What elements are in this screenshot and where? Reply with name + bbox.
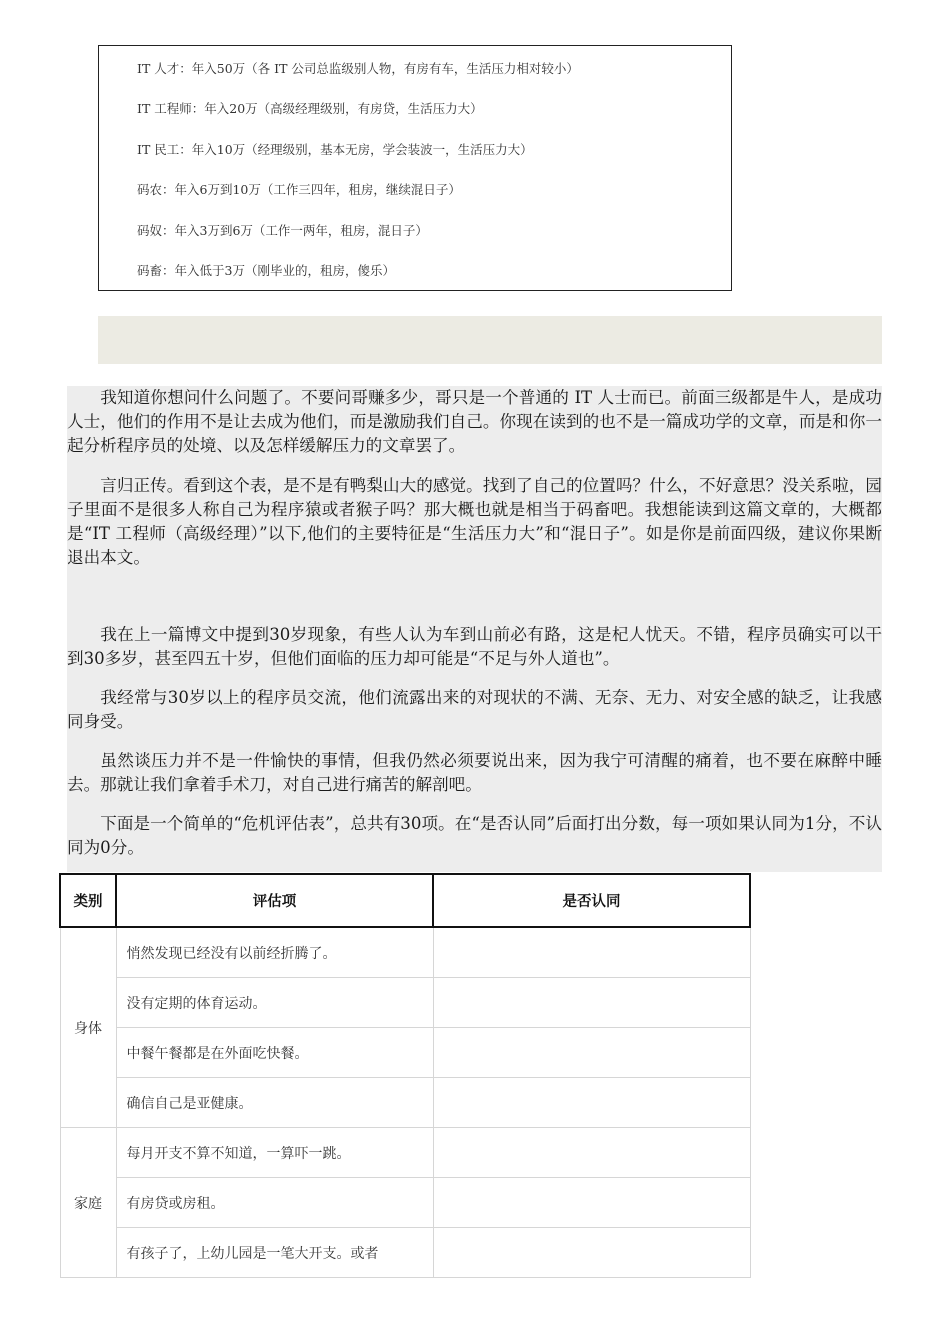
category-cell: 家庭 xyxy=(60,1128,116,1278)
income-tier-box xyxy=(98,45,732,291)
tier-line: 码奴：年入3万到6万（工作一两年，租房，混日子） xyxy=(137,223,428,238)
item-cell: 中餐午餐都是在外面吃快餐。 xyxy=(116,1028,433,1078)
score-cell[interactable] xyxy=(433,1078,750,1128)
tier-line: 码畜：年入低于3万（刚毕业的，租房，傻乐） xyxy=(137,263,395,278)
tier-line: IT 工程师：年入20万（高级经理级别，有房贷，生活压力大） xyxy=(137,101,483,116)
item-cell: 每月开支不算不知道，一算吓一跳。 xyxy=(116,1128,433,1178)
score-cell[interactable] xyxy=(433,1128,750,1178)
score-cell[interactable] xyxy=(433,927,750,978)
table-row xyxy=(60,1228,750,1278)
paragraph: 我经常与30岁以上的程序员交流，他们流露出来的对现状的不满、无奈、无力、对安全感的缺乏，让我感同身受。 xyxy=(67,688,882,731)
table-row xyxy=(60,1078,750,1128)
header-category: 类别 xyxy=(60,874,116,927)
item-cell: 没有定期的体育运动。 xyxy=(116,978,433,1028)
item-cell: 有孩子了，上幼儿园是一笔大开支。或者 xyxy=(116,1228,433,1278)
item-cell: 确信自己是亚健康。 xyxy=(116,1078,433,1128)
table-row xyxy=(60,927,750,978)
crisis-evaluation-table xyxy=(59,873,751,1278)
tier-line: IT 人才：年入50万（各 IT 公司总监级别人物，有房有车，生活压力相对较小） xyxy=(137,61,579,76)
score-cell[interactable] xyxy=(433,1028,750,1078)
table-row xyxy=(60,1178,750,1228)
tier-line: 码农：年入6万到10万（工作三四年，租房，继续混日子） xyxy=(137,182,461,197)
table-row xyxy=(60,1028,750,1078)
article-body xyxy=(67,386,882,872)
paragraph: 虽然谈压力并不是一件愉快的事情，但我仍然必须要说出来，因为我宁可清醒的痛着，也不要在麻醉中睡去。那就让我们拿着手术刀，对自己进行痛苦的解剖吧。 xyxy=(67,751,882,794)
paragraph: 言归正传。看到这个表，是不是有鸭梨山大的感觉。找到了自己的位置吗？什么，不好意思？没关系啦，园子里面不是很多人称自己为程序猿或者猴子吗？那大概也就是相当于码畜吧。我想能读到这篇文章的，大概都是“IT 工程师（高级经理）”以下,他们的主要特征是“生活压力大”和“混日子”。如是你是前面四级，建议你果断退出本文。 xyxy=(67,476,882,567)
tier-line: IT 民工：年入10万（经理级别，基本无房，学会装波一，生活压力大） xyxy=(137,142,533,157)
score-cell[interactable] xyxy=(433,1228,750,1278)
table-header-row xyxy=(60,874,750,927)
header-item: 评估项 xyxy=(116,874,433,927)
table-row xyxy=(60,1128,750,1178)
score-cell[interactable] xyxy=(433,978,750,1028)
score-cell[interactable] xyxy=(433,1178,750,1228)
table-row xyxy=(60,978,750,1028)
paragraph: 我知道你想问什么问题了。不要问哥赚多少，哥只是一个普通的 IT 人士而已。前面三级都是牛人，是成功人士，他们的作用不是让去成为他们，而是激励我们自己。你现在读到的也不是一篇成功学的文章，而是和你一起分析程序员的处境、以及怎样缓解压力的文章罢了。 xyxy=(67,388,882,455)
item-cell: 悄然发现已经没有以前经折腾了。 xyxy=(116,927,433,978)
separator-bar xyxy=(98,316,882,364)
paragraph: 我在上一篇博文中提到30岁现象，有些人认为车到山前必有路，这是杞人忧天。不错，程序员确实可以干到30多岁，甚至四五十岁，但他们面临的压力却可能是“不足与外人道也”。 xyxy=(67,625,882,668)
category-cell: 身体 xyxy=(60,927,116,1128)
paragraph: 下面是一个简单的“危机评估表”，总共有30项。在“是否认同”后面打出分数，每一项如果认同为1分，不认同为0分。 xyxy=(67,814,882,857)
item-cell: 有房贷或房租。 xyxy=(116,1178,433,1228)
header-agree: 是否认同 xyxy=(433,874,750,927)
